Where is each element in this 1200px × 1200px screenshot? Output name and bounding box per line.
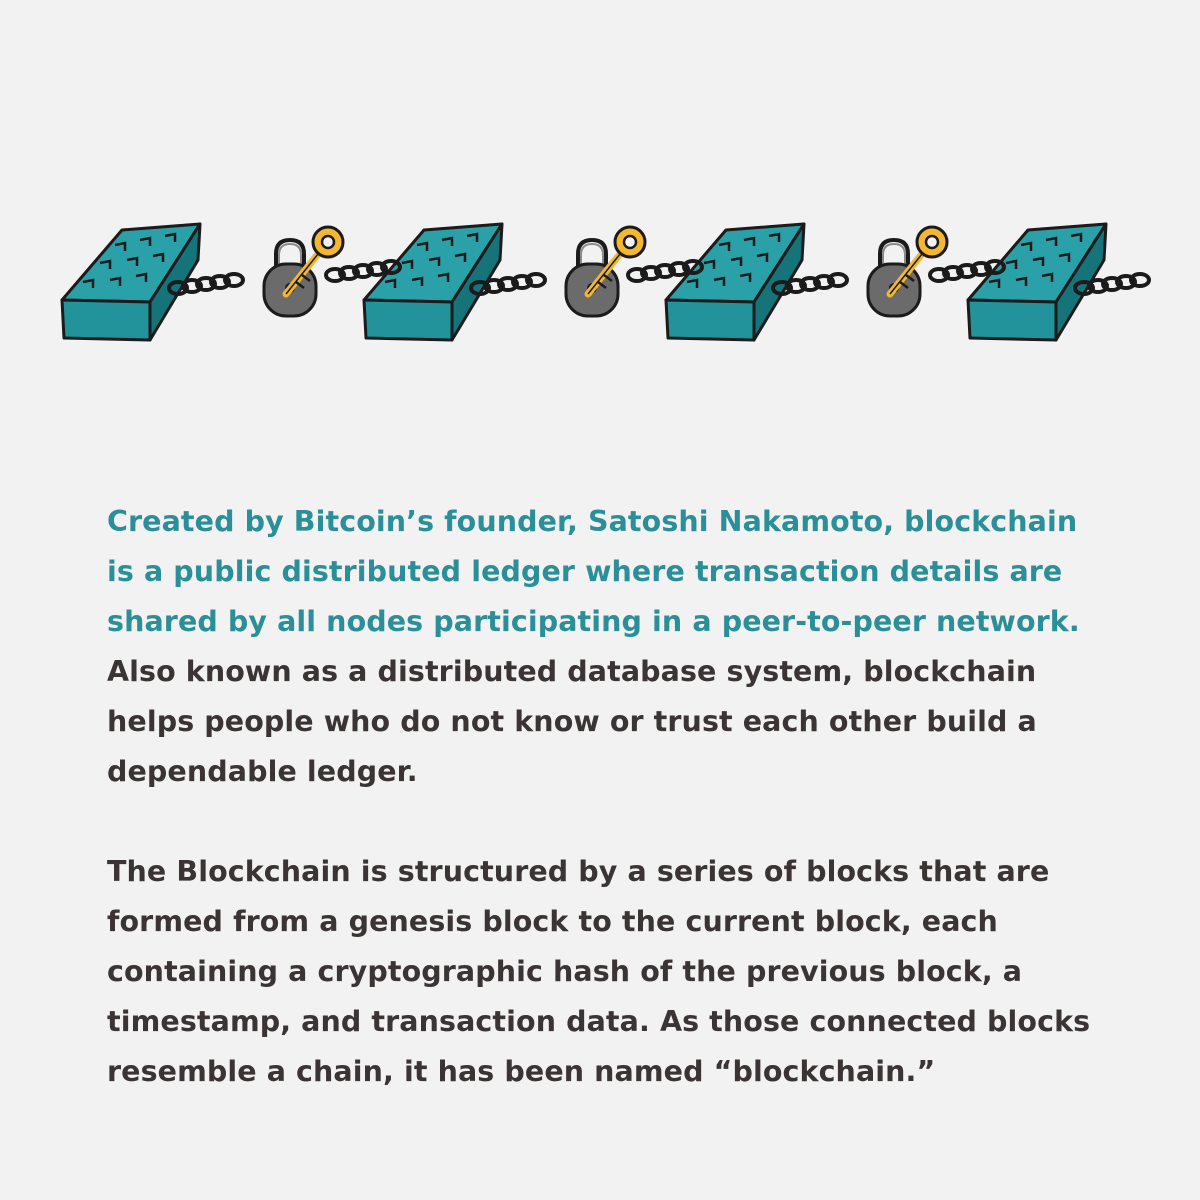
blockchain-illustration <box>0 200 1200 360</box>
body-paragraph: The Blockchain is structured by a series of blocks that are formed from a genesis block to the current block, each containing a cryptographic hash of the previous block, a timestamp, and transaction data. As those connected blocks resemble a chain, it has been named “blockchain.” <box>107 855 1091 1088</box>
intro-highlight: Created by Bitcoin’s founder, Satoshi Nakamoto, blockchain is a public distributed ledger where transaction details are shared by all nodes participating in a peer-to-peer network. <box>107 505 1080 638</box>
intro-paragraph <box>107 497 1107 797</box>
intro-rest: Also known as a distributed database system, blockchain helps people who do not know or trust each other build a dependable ledger. <box>107 655 1037 788</box>
article-text <box>107 497 1107 1097</box>
